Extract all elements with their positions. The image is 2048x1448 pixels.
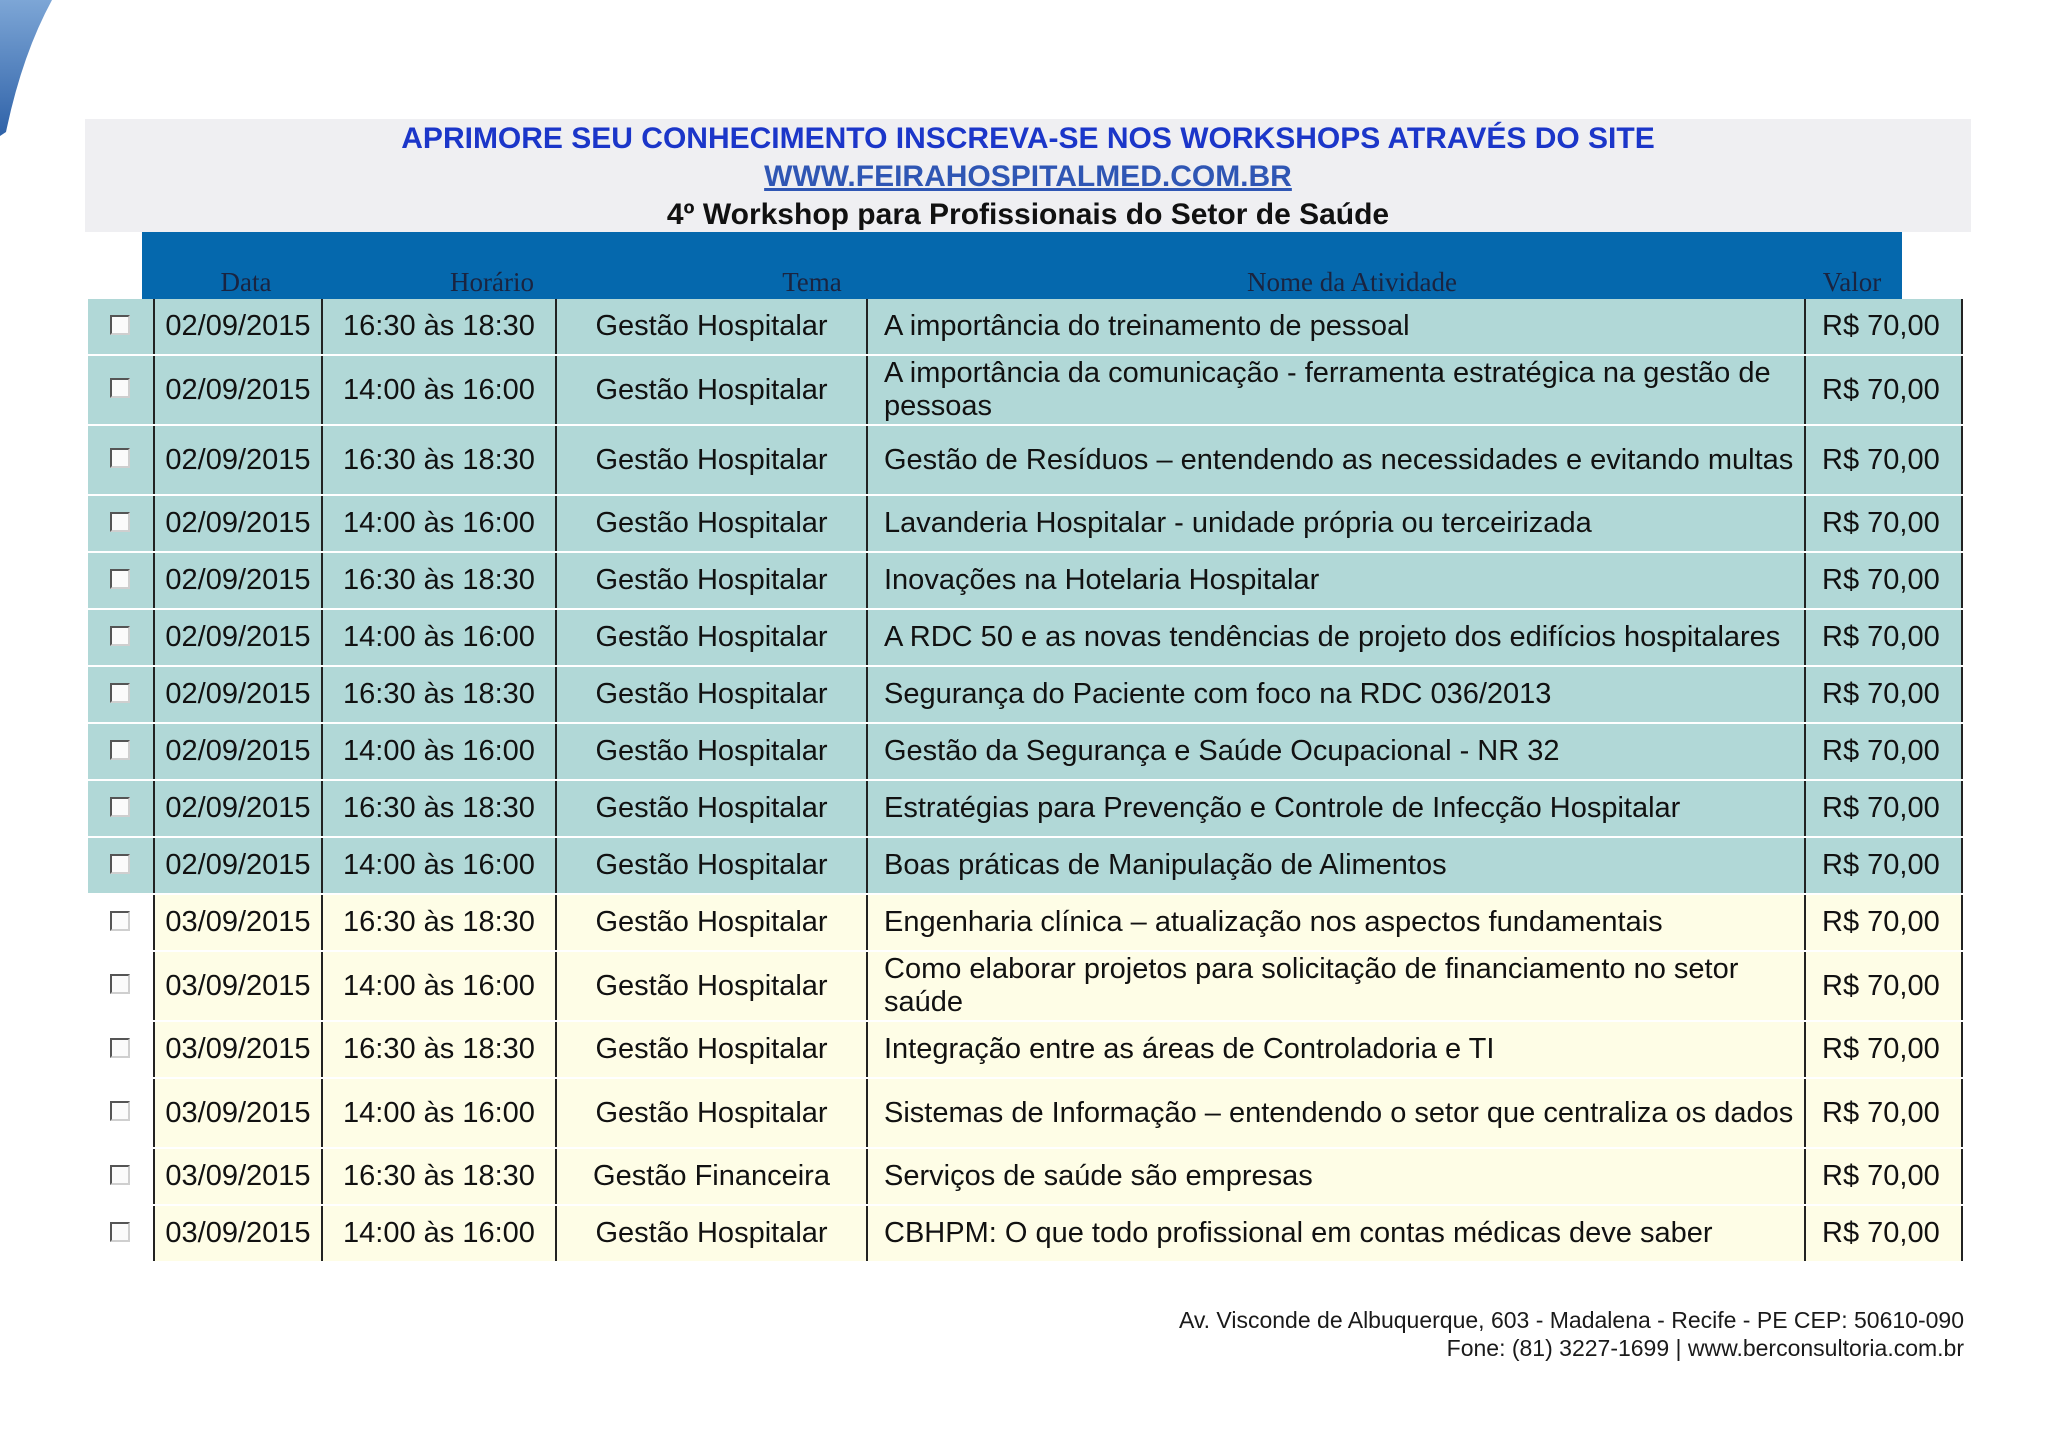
header-theme: Tema	[782, 267, 842, 297]
cell-activity-name	[866, 1079, 1804, 1147]
cell-theme-text: Gestão Hospitalar	[595, 443, 828, 476]
cell-time	[321, 895, 555, 950]
banner-title: APRIMORE SEU CONHECIMENTO INSCREVA-SE NOS WORKSHOPS ATRAVÉS DO SITE	[401, 122, 1655, 155]
cell-activity-name	[866, 1206, 1804, 1261]
checkbox-cell	[88, 781, 153, 836]
cell-date	[153, 496, 321, 551]
cell-time	[321, 1149, 555, 1204]
cell-date	[153, 1022, 321, 1077]
select-checkbox[interactable]	[110, 315, 130, 335]
cell-value	[1804, 1022, 1963, 1077]
cell-date-text: 02/09/2015	[165, 443, 311, 476]
checkbox-cell	[88, 952, 153, 1020]
cell-theme-text: Gestão Hospitalar	[595, 678, 828, 710]
table-row	[88, 356, 1963, 426]
workshop-table	[88, 299, 1963, 1263]
cell-time	[321, 781, 555, 836]
cell-date	[153, 667, 321, 722]
cell-date-text: 03/09/2015	[165, 906, 311, 938]
select-checkbox[interactable]	[110, 512, 130, 532]
checkbox-cell	[88, 496, 153, 551]
cell-theme-text: Gestão Hospitalar	[595, 507, 828, 539]
cell-value	[1804, 781, 1963, 836]
checkbox-cell	[88, 1206, 153, 1261]
cell-value	[1804, 356, 1963, 424]
checkbox-cell	[88, 895, 153, 950]
cell-time-text: 14:00 às 16:00	[343, 507, 535, 539]
cell-date-text: 02/09/2015	[165, 678, 311, 710]
checkbox-cell	[88, 724, 153, 779]
cell-theme-text: Gestão Hospitalar	[595, 735, 828, 767]
cell-activity-text: A importância da comunicação - ferramenta estratégica na gestão de pessoas	[884, 357, 1771, 422]
cell-value-text: R$ 70,00	[1822, 969, 1940, 1002]
cell-value	[1804, 1206, 1963, 1261]
cell-time-text: 16:30 às 18:30	[343, 1033, 535, 1065]
cell-value	[1804, 496, 1963, 551]
cell-activity-text: CBHPM: O que todo profissional em contas médicas deve saber	[884, 1217, 1713, 1249]
cell-activity-name	[866, 667, 1804, 722]
cell-date	[153, 781, 321, 836]
cell-activity-text: Integração entre as áreas de Controladoria e TI	[884, 1033, 1495, 1065]
checkbox-cell	[88, 356, 153, 424]
cell-time	[321, 1079, 555, 1147]
select-checkbox[interactable]	[110, 1101, 130, 1121]
cell-activity-name	[866, 553, 1804, 608]
cell-date	[153, 553, 321, 608]
cell-date-text: 03/09/2015	[165, 1160, 311, 1192]
cell-time	[321, 356, 555, 424]
cell-value-text: R$ 70,00	[1822, 849, 1940, 881]
table-row	[88, 426, 1963, 496]
cell-theme	[555, 299, 866, 354]
cell-time-text: 16:30 às 18:30	[343, 906, 535, 938]
cell-theme	[555, 895, 866, 950]
cell-time	[321, 724, 555, 779]
cell-theme	[555, 1149, 866, 1204]
cell-value-text: R$ 70,00	[1822, 564, 1940, 596]
cell-theme-text: Gestão Hospitalar	[595, 1217, 828, 1249]
checkbox-cell	[88, 299, 153, 354]
cell-value-text: R$ 70,00	[1822, 678, 1940, 710]
cell-theme	[555, 610, 866, 665]
cell-value	[1804, 1079, 1963, 1147]
cell-activity-name	[866, 724, 1804, 779]
cell-activity-name	[866, 895, 1804, 950]
select-checkbox[interactable]	[110, 1222, 130, 1242]
workshop-subtitle: 4º Workshop para Profissionais do Setor de Saúde	[666, 198, 1390, 231]
cell-time-text: 16:30 às 18:30	[343, 678, 535, 710]
cell-theme-text: Gestão Hospitalar	[595, 792, 828, 824]
footer-phone-website: Fone: (81) 3227-1699 | www.berconsultoria.com.br	[1446, 1335, 1964, 1361]
cell-date-text: 02/09/2015	[165, 373, 311, 406]
cell-date	[153, 299, 321, 354]
cell-value-text: R$ 70,00	[1822, 735, 1940, 767]
table-row	[88, 1022, 1963, 1079]
cell-theme-text: Gestão Hospitalar	[595, 373, 828, 406]
table-row	[88, 496, 1963, 553]
cell-theme	[555, 1079, 866, 1147]
cell-theme	[555, 667, 866, 722]
cell-activity-name	[866, 426, 1804, 494]
cell-time-text: 14:00 às 16:00	[343, 735, 535, 767]
cell-value-text: R$ 70,00	[1822, 792, 1940, 824]
cell-value-text: R$ 70,00	[1822, 1096, 1940, 1129]
cell-activity-name	[866, 496, 1804, 551]
table-row	[88, 667, 1963, 724]
select-checkbox[interactable]	[110, 683, 130, 703]
cell-date-text: 02/09/2015	[165, 735, 311, 767]
cell-date-text: 02/09/2015	[165, 507, 311, 539]
checkbox-cell	[88, 667, 153, 722]
cell-date	[153, 1149, 321, 1204]
checkbox-cell	[88, 610, 153, 665]
cell-value-text: R$ 70,00	[1822, 310, 1940, 342]
cell-time	[321, 952, 555, 1020]
cell-value	[1804, 838, 1963, 893]
table-row	[88, 1079, 1963, 1149]
cell-theme-text: Gestão Hospitalar	[595, 849, 828, 881]
table-row	[88, 553, 1963, 610]
table-row	[88, 610, 1963, 667]
cell-value-text: R$ 70,00	[1822, 1033, 1940, 1065]
cell-activity-name	[866, 1022, 1804, 1077]
cell-activity-text: Engenharia clínica – atualização nos aspectos fundamentais	[884, 906, 1663, 938]
cell-activity-name	[866, 299, 1804, 354]
table-row	[88, 952, 1963, 1022]
cell-date-text: 02/09/2015	[165, 310, 311, 342]
table-row	[88, 1149, 1963, 1206]
cell-date	[153, 895, 321, 950]
cell-time	[321, 553, 555, 608]
cell-time	[321, 1022, 555, 1077]
cell-theme-text: Gestão Hospitalar	[595, 1096, 828, 1129]
cell-activity-name	[866, 838, 1804, 893]
header-date: Data	[220, 267, 272, 297]
website-link[interactable]: WWW.FEIRAHOSPITALMED.COM.BR	[764, 160, 1292, 193]
cell-time	[321, 838, 555, 893]
table-row	[88, 1206, 1963, 1263]
cell-theme	[555, 838, 866, 893]
cell-date	[153, 426, 321, 494]
cell-time-text: 16:30 às 18:30	[343, 792, 535, 824]
cell-activity-text: Inovações na Hotelaria Hospitalar	[884, 564, 1320, 596]
corner-swoosh-graphic	[0, 0, 60, 140]
select-checkbox[interactable]	[110, 854, 130, 874]
cell-value	[1804, 426, 1963, 494]
checkbox-cell	[88, 1022, 153, 1077]
checkbox-cell	[88, 838, 153, 893]
select-checkbox[interactable]	[110, 797, 130, 817]
cell-activity-name	[866, 781, 1804, 836]
cell-activity-name	[866, 356, 1804, 424]
cell-value	[1804, 610, 1963, 665]
cell-date-text: 02/09/2015	[165, 621, 311, 653]
cell-theme	[555, 781, 866, 836]
checkbox-cell	[88, 1149, 153, 1204]
cell-time	[321, 426, 555, 494]
cell-value	[1804, 952, 1963, 1020]
cell-time	[321, 667, 555, 722]
table-row	[88, 299, 1963, 356]
table-row	[88, 724, 1963, 781]
cell-theme	[555, 724, 866, 779]
cell-value	[1804, 895, 1963, 950]
cell-date	[153, 1206, 321, 1261]
cell-theme	[555, 553, 866, 608]
cell-time	[321, 1206, 555, 1261]
cell-theme	[555, 1206, 866, 1261]
cell-activity-text: Como elaborar projetos para solicitação de financiamento no setor saúde	[884, 953, 1739, 1018]
cell-time-text: 16:30 às 18:30	[343, 310, 535, 342]
cell-date-text: 03/09/2015	[165, 1033, 311, 1065]
cell-value-text: R$ 70,00	[1822, 1160, 1940, 1192]
checkbox-cell	[88, 426, 153, 494]
cell-theme	[555, 1022, 866, 1077]
select-checkbox[interactable]	[110, 911, 130, 931]
cell-time	[321, 299, 555, 354]
cell-activity-text: Lavanderia Hospitalar - unidade própria ou terceirizada	[884, 507, 1592, 539]
cell-theme-text: Gestão Hospitalar	[595, 1033, 828, 1065]
cell-time-text: 14:00 às 16:00	[343, 849, 535, 881]
cell-time-text: 14:00 às 16:00	[343, 621, 535, 653]
cell-date	[153, 356, 321, 424]
cell-activity-text: Segurança do Paciente com foco na RDC 036/2013	[884, 678, 1552, 710]
cell-value-text: R$ 70,00	[1822, 621, 1940, 653]
cell-date-text: 02/09/2015	[165, 792, 311, 824]
cell-theme-text: Gestão Hospitalar	[595, 564, 828, 596]
cell-activity-name	[866, 610, 1804, 665]
cell-date	[153, 724, 321, 779]
cell-activity-text: Gestão da Segurança e Saúde Ocupacional - NR 32	[884, 735, 1560, 767]
cell-time-text: 14:00 às 16:00	[343, 969, 535, 1002]
workshop-banner	[85, 119, 1971, 232]
cell-time-text: 14:00 às 16:00	[343, 373, 535, 406]
cell-value	[1804, 553, 1963, 608]
cell-activity-text: Serviços de saúde são empresas	[884, 1160, 1313, 1192]
cell-theme	[555, 426, 866, 494]
cell-value-text: R$ 70,00	[1822, 906, 1940, 938]
checkbox-cell	[88, 1079, 153, 1147]
header-value: Valor	[1822, 267, 1882, 297]
select-checkbox[interactable]	[110, 974, 130, 994]
cell-activity-text: Gestão de Resíduos – entendendo as necessidades e evitando multas	[884, 443, 1794, 476]
cell-theme	[555, 356, 866, 424]
cell-value-text: R$ 70,00	[1822, 443, 1940, 476]
select-checkbox[interactable]	[110, 448, 130, 468]
cell-theme-text: Gestão Hospitalar	[595, 906, 828, 938]
cell-value	[1804, 667, 1963, 722]
cell-time-text: 16:30 às 18:30	[343, 564, 535, 596]
select-checkbox[interactable]	[110, 740, 130, 760]
select-checkbox[interactable]	[110, 1038, 130, 1058]
cell-time	[321, 610, 555, 665]
cell-activity-text: A RDC 50 e as novas tendências de projeto dos edifícios hospitalares	[884, 621, 1781, 653]
select-checkbox[interactable]	[110, 569, 130, 589]
cell-theme	[555, 496, 866, 551]
table-header	[142, 232, 1902, 299]
header-time: Horário	[450, 267, 534, 297]
cell-activity-text: Estratégias para Prevenção e Controle de Infecção Hospitalar	[884, 792, 1681, 824]
cell-value	[1804, 299, 1963, 354]
cell-date-text: 03/09/2015	[165, 1096, 311, 1129]
cell-theme-text: Gestão Hospitalar	[595, 621, 828, 653]
cell-activity-name	[866, 1149, 1804, 1204]
checkbox-cell	[88, 553, 153, 608]
cell-theme-text: Gestão Hospitalar	[595, 969, 828, 1002]
cell-activity-text: A importância do treinamento de pessoal	[884, 310, 1410, 342]
footer-contact	[1179, 1306, 1964, 1362]
cell-date	[153, 952, 321, 1020]
cell-date-text: 03/09/2015	[165, 969, 311, 1002]
cell-date	[153, 838, 321, 893]
footer-address: Av. Visconde de Albuquerque, 603 - Madalena - Recife - PE CEP: 50610-090	[1178, 1307, 1964, 1333]
cell-time-text: 16:30 às 18:30	[343, 443, 535, 476]
cell-theme	[555, 952, 866, 1020]
select-checkbox[interactable]	[110, 1165, 130, 1185]
table-row	[88, 838, 1963, 895]
table-row	[88, 895, 1963, 952]
cell-value-text: R$ 70,00	[1822, 1217, 1940, 1249]
cell-time-text: 16:30 às 18:30	[343, 1160, 535, 1192]
table-row	[88, 781, 1963, 838]
select-checkbox[interactable]	[110, 378, 130, 398]
cell-theme-text: Gestão Financeira	[593, 1160, 830, 1192]
cell-value	[1804, 724, 1963, 779]
select-checkbox[interactable]	[110, 626, 130, 646]
cell-value	[1804, 1149, 1963, 1204]
cell-activity-text: Sistemas de Informação – entendendo o setor que centraliza os dados	[884, 1096, 1794, 1129]
cell-time	[321, 496, 555, 551]
cell-time-text: 14:00 às 16:00	[343, 1096, 535, 1129]
cell-time-text: 14:00 às 16:00	[343, 1217, 535, 1249]
cell-date	[153, 610, 321, 665]
cell-activity-text: Boas práticas de Manipulação de Alimentos	[884, 849, 1447, 881]
cell-date-text: 03/09/2015	[165, 1217, 311, 1249]
cell-date	[153, 1079, 321, 1147]
cell-theme-text: Gestão Hospitalar	[595, 310, 828, 342]
cell-value-text: R$ 70,00	[1822, 507, 1940, 539]
cell-date-text: 02/09/2015	[165, 564, 311, 596]
cell-value-text: R$ 70,00	[1822, 373, 1940, 406]
cell-activity-name	[866, 952, 1804, 1020]
header-activity-name: Nome da Atividade	[1247, 267, 1457, 297]
cell-date-text: 02/09/2015	[165, 849, 311, 881]
